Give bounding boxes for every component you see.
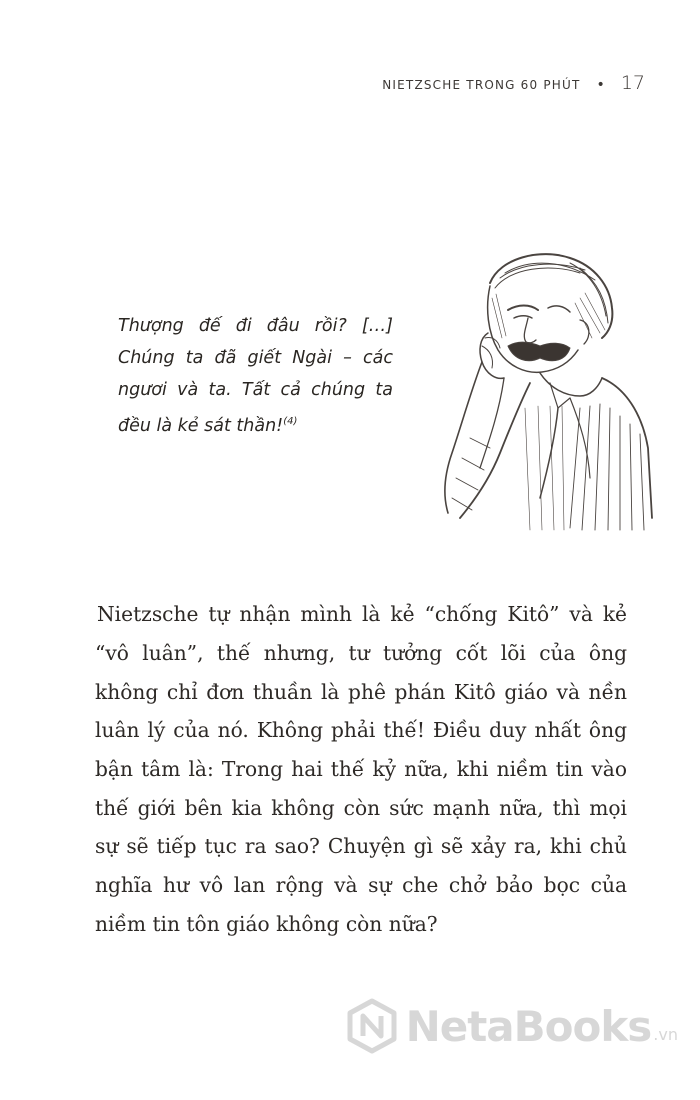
footnote-reference: (4) xyxy=(283,416,298,427)
watermark xyxy=(346,998,678,1054)
epigraph-quote xyxy=(118,310,393,442)
n-hexagon-icon xyxy=(346,998,398,1054)
page-number: 17 xyxy=(620,72,645,94)
header-bullet: • xyxy=(596,77,605,93)
body-paragraph: Nietzsche tự nhận mình là kẻ “chống Kitô” và kẻ “vô luân”, thế nhưng, tư tưởng cốt lõi của ông không chỉ đơn thuần là phê phán Kitô giáo và nền luân lý của nó. Không phải thế! Điều duy nhất ông bận tâm là: Trong hai thế kỷ nữa, khi niềm tin vào thế giới bên kia không còn sức mạnh nữa, thì mọi sự sẽ tiếp tục ra sao? Chuyện gì sẽ xảy ra, khi chủ nghĩa hư vô lan rộng và sự che chở bảo bọc của niềm tin tôn giáo không còn nữa? xyxy=(95,602,627,936)
nietzsche-portrait xyxy=(430,238,655,538)
running-title: NIETZSCHE TRONG 60 PHÚT xyxy=(382,78,581,92)
quote-text: Thượng đế đi đâu rồi? […] Chúng ta đã giết Ngài – các ngươi và ta. Tất cả chúng ta đều là kẻ sát thần! xyxy=(118,316,393,436)
page-header xyxy=(382,72,645,94)
watermark-brand: NetaBooks xyxy=(405,1001,652,1051)
watermark-suffix: .vn xyxy=(653,1025,678,1044)
